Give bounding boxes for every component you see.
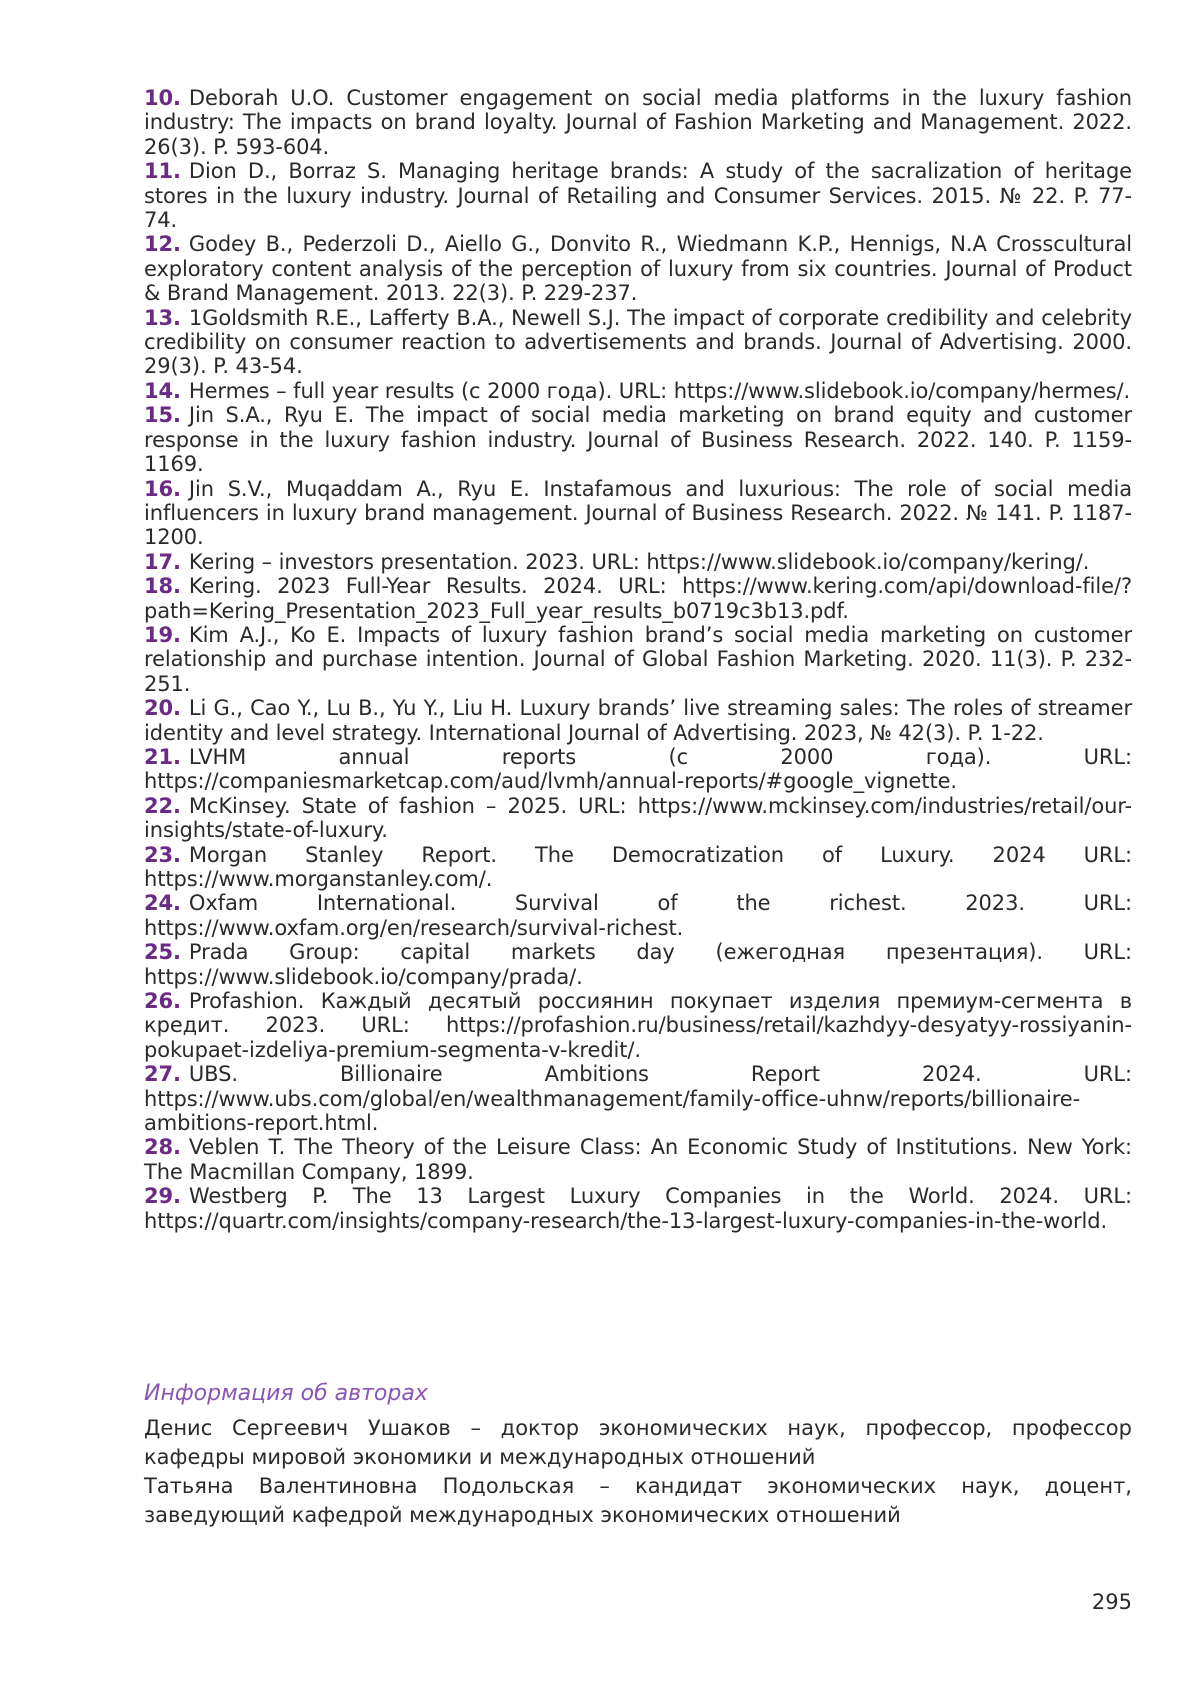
reference-number: 12. bbox=[144, 232, 181, 257]
reference-number: 15. bbox=[144, 403, 181, 428]
reference-number: 21. bbox=[144, 744, 181, 769]
author-line: Денис Сергеевич Ушаков – доктор экономических наук, профессор, профессор кафедры мировой экономики и международных отношений bbox=[144, 1416, 1132, 1469]
reference-text: Li G., Cao Y., Lu B., Yu Y., Liu H. Luxury brands’ live streaming sales: The roles of streamer identity and level strategy. International Journal of Advertising. 2023, № 42(3). P. 1-22. bbox=[144, 696, 1132, 745]
reference-text: LVHM annual reports (с 2000 года). URL: https://companiesmarketcap.com/aud/lvmh/annual-reports/#google_vignette. bbox=[144, 744, 1132, 794]
reference-text: Jin S.V., Muqaddam A., Ryu E. Instafamous and luxurious: The role of social media influencers in luxury brand management. Journal of Business Research. 2022. № 141. P. 1187-1200. bbox=[144, 476, 1132, 550]
reference-number: 18. bbox=[144, 574, 181, 599]
reference-text: Profashion. Каждый десятый россиянин покупает изделия премиум-сегмента в кредит. 2023. URL: https://profashion.ru/business/retail/kazhdyy-desyatyy-rossiyanin-pokupaet-izdeliya-premium-segmenta-v-kredit/. bbox=[144, 989, 1132, 1062]
reference-number: 29. bbox=[144, 1184, 181, 1209]
reference-number: 23. bbox=[144, 842, 181, 867]
reference-number: 11. bbox=[144, 159, 181, 184]
reference-text: Dion D., Borraz S. Managing heritage brands: A study of the sacralization of heritage stores in the luxury industry. Journal of Retailing and Consumer Services. 2015. № 22. P. 77-74. bbox=[144, 159, 1132, 233]
reference-number: 19. bbox=[144, 622, 181, 647]
reference-number: 20. bbox=[144, 696, 181, 721]
reference-text: Kering. 2023 Full-Year Results. 2024. URL: https://www.kering.com/api/download-file/?path=Kering_Presentation_2023_Full_year_results_b0719c3b13.pdf. bbox=[144, 574, 1132, 623]
reference-number: 26. bbox=[144, 989, 181, 1014]
reference-item bbox=[144, 159, 1132, 232]
reference-item bbox=[144, 1062, 1132, 1135]
reference-item bbox=[144, 794, 1132, 843]
author-info bbox=[144, 1380, 1132, 1530]
page-number: 295 bbox=[1091, 1590, 1132, 1614]
reference-text: 1Goldsmith R.E., Lafferty B.A., Newell S.J. The impact of corporate credibility and celebrity credibility on consumer reaction to advertisements and brands. Journal of Advertising. 2000. 29(3). P. 43-54. bbox=[144, 305, 1132, 379]
author-info-heading: Информация об авторах bbox=[144, 1381, 428, 1406]
reference-item bbox=[144, 379, 1132, 403]
reference-text: McKinsey. State of fashion – 2025. URL: https://www.mckinsey.com/industries/retail/our-insights/state-of-luxury. bbox=[144, 793, 1132, 843]
reference-text: Kim A.J., Ko E. Impacts of luxury fashion brand’s social media marketing on customer relationship and purchase intention. Journal of Global Fashion Marketing. 2020. 11(3). P. 232-251. bbox=[144, 622, 1132, 696]
reference-number: 22. bbox=[144, 793, 181, 818]
author-line: Татьяна Валентиновна Подольская – кандидат экономических наук, доцент, заведующий кафедрой международных экономических отношений bbox=[144, 1474, 1132, 1527]
reference-number: 24. bbox=[144, 891, 181, 916]
reference-text: Veblen T. The Theory of the Leisure Class: An Economic Study of Institutions. New York: The Macmillan Company, 1899. bbox=[144, 1135, 1132, 1184]
reference-text: Oxfam International. Survival of the richest. 2023. URL: https://www.oxfam.org/en/research/survival-richest. bbox=[144, 891, 1132, 940]
reference-number: 16. bbox=[144, 476, 181, 501]
reference-number: 28. bbox=[144, 1135, 181, 1160]
reference-item bbox=[144, 477, 1132, 550]
reference-item bbox=[144, 989, 1132, 1062]
reference-text: Jin S.A., Ryu E. The impact of social media marketing on brand equity and customer response in the luxury fashion industry. Journal of Business Research. 2022. 140. P. 1159-1169. bbox=[144, 403, 1132, 477]
reference-item bbox=[144, 745, 1132, 794]
reference-number: 14. bbox=[144, 378, 181, 403]
reference-item bbox=[144, 86, 1132, 159]
reference-item bbox=[144, 550, 1132, 574]
reference-item bbox=[144, 623, 1132, 696]
reference-item bbox=[144, 696, 1132, 745]
reference-text: UBS. Billionaire Ambitions Report 2024. URL: https://www.ubs.com/global/en/wealthmanagement/family-office-uhnw/reports/billionaire-ambitions-report.html. bbox=[144, 1062, 1132, 1136]
reference-list bbox=[144, 86, 1132, 1233]
reference-number: 27. bbox=[144, 1062, 181, 1087]
reference-text: Hermes – full year results (с 2000 года). URL: https://www.slidebook.io/company/hermes/. bbox=[188, 378, 1131, 403]
reference-item bbox=[144, 1135, 1132, 1184]
reference-number: 10. bbox=[144, 86, 181, 110]
reference-item bbox=[144, 891, 1132, 940]
reference-number: 17. bbox=[144, 549, 181, 574]
reference-item bbox=[144, 403, 1132, 476]
reference-item bbox=[144, 306, 1132, 379]
reference-item bbox=[144, 940, 1132, 989]
reference-text: Kering – investors presentation. 2023. URL: https://www.slidebook.io/company/kering/. bbox=[188, 549, 1090, 574]
reference-text: Godey B., Pederzoli D., Aiello G., Donvito R., Wiedmann K.P., Hennigs, N.A Crosscultural exploratory content analysis of the perception of luxury from six countries. Journal of Product & Brand Management. 2013. 22(3). P. 229-237. bbox=[144, 232, 1132, 306]
reference-number: 13. bbox=[144, 305, 181, 330]
reference-number: 25. bbox=[144, 940, 181, 965]
reference-item bbox=[144, 843, 1132, 892]
reference-item bbox=[144, 574, 1132, 623]
reference-text: Deborah U.O. Customer engagement on social media platforms in the luxury fashion industry: The impacts on brand loyalty. Journal of Fashion Marketing and Management. 2022. 26(3). P. 593-604. bbox=[144, 86, 1132, 159]
reference-text: Westberg P. The 13 Largest Luxury Companies in the World. 2024. URL: https://quartr.com/insights/company-research/the-13-largest-luxury-companies-in-the-world. bbox=[144, 1184, 1132, 1233]
reference-text: Morgan Stanley Report. The Democratization of Luxury. 2024 URL: https://www.morganstanley.com/. bbox=[144, 842, 1132, 891]
reference-item bbox=[144, 1184, 1132, 1233]
reference-item bbox=[144, 232, 1132, 305]
reference-text: Prada Group: capital markets day (ежегодная презентация). URL: https://www.slidebook.io/company/prada/. bbox=[144, 940, 1132, 989]
